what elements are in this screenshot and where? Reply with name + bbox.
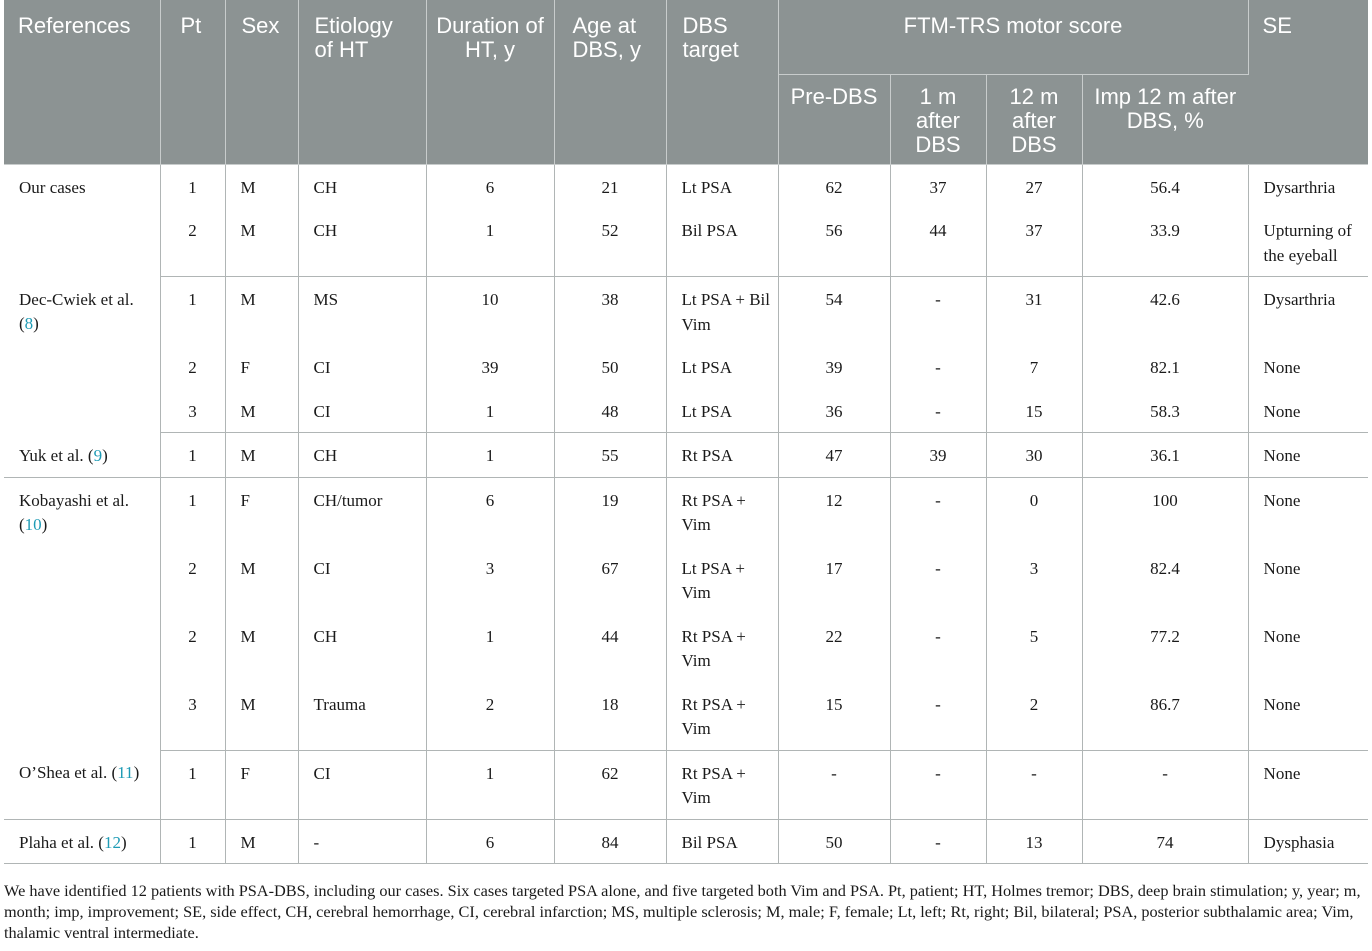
- cell-target: Lt PSA: [666, 389, 778, 433]
- cell-imp: 33.9: [1082, 208, 1248, 277]
- cell-sex: M: [225, 682, 298, 751]
- table-row: [4, 614, 1368, 682]
- cell-pre: 15: [778, 682, 890, 751]
- cell-pre: 36: [778, 389, 890, 433]
- header-1m-after: 1 m after DBS: [890, 74, 986, 164]
- table-row: [4, 477, 1368, 546]
- cell-se: None: [1263, 626, 1301, 646]
- cell-imp: 82.4: [1082, 546, 1248, 614]
- table-row: [4, 208, 1368, 277]
- cell-pre: 22: [778, 614, 890, 682]
- cell-pt: 2: [160, 208, 225, 277]
- cell-m12: 5: [986, 614, 1082, 682]
- cell-m12: 31: [986, 277, 1082, 346]
- cell-age: 21: [554, 164, 666, 208]
- cell-pt: 2: [160, 614, 225, 682]
- cell-m1: -: [890, 819, 986, 864]
- cell-m1: -: [890, 277, 986, 346]
- cell-target: Lt PSA: [666, 345, 778, 389]
- cell-m12: 27: [986, 164, 1082, 208]
- cell-se: None: [1248, 750, 1368, 819]
- reference-text: O’Shea et al. (: [19, 763, 118, 782]
- cell-pre: 56: [778, 208, 890, 277]
- cell-etiology: CH: [298, 208, 426, 277]
- cell-imp: 56.4: [1082, 164, 1248, 208]
- cell-pt: 1: [160, 477, 225, 546]
- cell-age: 38: [554, 277, 666, 346]
- reference-cell: Kobayashi et al. (10): [4, 477, 160, 750]
- cell-age: 52: [554, 208, 666, 277]
- header-12m-after: 12 m after DBS: [986, 74, 1082, 164]
- table-row: [4, 433, 1368, 478]
- reference-cell: [4, 164, 160, 277]
- cell-se: None: [1248, 433, 1368, 478]
- cell-sex: M: [225, 433, 298, 478]
- cell-target: Lt PSA + Vim: [666, 546, 778, 614]
- cell-sex: M: [225, 164, 298, 208]
- cell-duration: 2: [426, 682, 554, 751]
- cell-pre: 39: [778, 345, 890, 389]
- cell-imp: 77.2: [1082, 614, 1248, 682]
- citation-link[interactable]: 8: [24, 314, 34, 333]
- cell-se: None: [1248, 389, 1368, 433]
- cell-m1: -: [890, 546, 986, 614]
- cell-pt: 2: [160, 345, 225, 389]
- cell-pre: 50: [778, 819, 890, 864]
- cell-etiology: CH/tumor: [298, 477, 426, 546]
- cell-se: None: [1263, 558, 1301, 578]
- cell-pt: 1: [160, 433, 225, 478]
- cell-age: 67: [554, 546, 666, 614]
- cell-duration: 1: [426, 389, 554, 433]
- cell-m12: -: [986, 750, 1082, 819]
- reference-text: Yuk et al. (: [19, 445, 94, 465]
- cell-etiology: CI: [298, 345, 426, 389]
- cell-duration: 6: [426, 164, 554, 208]
- cell-pt: 1: [160, 819, 225, 864]
- cell-sex: F: [225, 750, 298, 819]
- cell-target: Lt PSA + Bil Vim: [666, 277, 778, 346]
- table-body: [4, 164, 1368, 864]
- cell-se: None: [1263, 358, 1301, 377]
- cell-duration: 1: [426, 433, 554, 478]
- patients-table: [4, 0, 1368, 864]
- cell-age: 62: [554, 750, 666, 819]
- cell-imp: 74: [1082, 819, 1248, 864]
- cell-sex: M: [225, 389, 298, 433]
- cell-m12: 0: [986, 477, 1082, 546]
- cell-se: Upturning of the eyeball: [1248, 208, 1368, 277]
- cell-etiology: CH: [298, 433, 426, 478]
- reference-cell: Plaha et al. (12): [4, 819, 160, 864]
- cell-target: Rt PSA: [666, 433, 778, 478]
- cell-age: 44: [554, 614, 666, 682]
- reference-text: Kobayashi et al. (: [19, 490, 129, 534]
- cell-imp: 58.3: [1082, 389, 1248, 433]
- cell-pt: 3: [160, 682, 225, 751]
- cell-m1: 39: [890, 433, 986, 478]
- cell-m12: 7: [986, 345, 1082, 389]
- cell-sex: F: [225, 477, 298, 546]
- cell-etiology: CI: [298, 546, 426, 614]
- header-age: Age at DBS, y: [554, 0, 666, 164]
- cell-sex: M: [225, 277, 298, 346]
- cell-age: 48: [554, 389, 666, 433]
- header-etiology: Etiology of HT: [298, 0, 426, 164]
- cell-target: Bil PSA: [666, 819, 778, 864]
- cell-etiology: Trauma: [298, 682, 426, 751]
- header-references: References: [4, 0, 160, 164]
- cell-se: Dysarthria: [1263, 290, 1336, 309]
- cell-etiology: MS: [298, 277, 426, 346]
- cell-imp: 36.1: [1082, 433, 1248, 478]
- cell-duration: 39: [426, 345, 554, 389]
- cell-pt: 3: [160, 389, 225, 433]
- reference-text: Dec-Cwiek et al. (: [19, 289, 134, 333]
- cell-pt: 1: [160, 277, 225, 346]
- table-row: [4, 682, 1368, 751]
- cell-m12: 2: [986, 682, 1082, 751]
- cell-m1: -: [890, 750, 986, 819]
- cell-pre: -: [778, 750, 890, 819]
- cell-m12: 30: [986, 433, 1082, 478]
- citation-link[interactable]: 10: [24, 515, 42, 534]
- cell-etiology: CI: [298, 750, 426, 819]
- cell-target: Rt PSA + Vim: [666, 750, 778, 819]
- citation-link[interactable]: 11: [117, 763, 134, 782]
- cell-target: Rt PSA + Vim: [666, 614, 778, 682]
- reference-cell: Dec-Cwiek et al. (8): [4, 277, 160, 433]
- cell-pt: 1: [160, 750, 225, 819]
- cell-sex: M: [225, 614, 298, 682]
- cell-etiology: CH: [298, 614, 426, 682]
- cell-pre: 17: [778, 546, 890, 614]
- header-pt: Pt: [160, 0, 225, 164]
- header-sex: Sex: [225, 0, 298, 164]
- cell-duration: 1: [426, 208, 554, 277]
- cell-duration: 1: [426, 750, 554, 819]
- cell-m12: 13: [986, 819, 1082, 864]
- cell-etiology: -: [298, 819, 426, 864]
- cell-m1: -: [890, 614, 986, 682]
- cell-pt: 2: [160, 546, 225, 614]
- table-row: [4, 750, 1368, 819]
- cell-se: Dysarthria: [1263, 177, 1336, 197]
- cell-se: None: [1248, 682, 1368, 751]
- cell-sex: M: [225, 546, 298, 614]
- cell-m12: 15: [986, 389, 1082, 433]
- header-pre-dbs: Pre-DBS: [778, 74, 890, 164]
- cell-pre: 62: [778, 164, 890, 208]
- cell-m1: -: [890, 345, 986, 389]
- reference-cell: O’Shea et al. (11): [4, 750, 160, 819]
- cell-age: 19: [554, 477, 666, 546]
- table-row: [4, 389, 1368, 433]
- header-dbs-target: DBS target: [666, 0, 778, 164]
- reference-text: Plaha et al. (: [19, 832, 104, 852]
- cell-duration: 6: [426, 477, 554, 546]
- header-se: SE: [1248, 0, 1368, 164]
- cell-target: Rt PSA + Vim: [666, 682, 778, 751]
- cell-sex: M: [225, 208, 298, 277]
- cell-duration: 10: [426, 277, 554, 346]
- cell-etiology: CI: [298, 389, 426, 433]
- reference-text: Our cases: [19, 177, 86, 197]
- cell-age: 55: [554, 433, 666, 478]
- cell-sex: M: [225, 819, 298, 864]
- table-row: [4, 819, 1368, 864]
- cell-imp: -: [1082, 750, 1248, 819]
- cell-pre: 47: [778, 433, 890, 478]
- cell-imp: 82.1: [1082, 345, 1248, 389]
- header-duration: Duration of HT, y: [426, 0, 554, 164]
- table-row: [4, 546, 1368, 614]
- cell-m1: 44: [890, 208, 986, 277]
- cell-m1: -: [890, 477, 986, 546]
- cell-m1: -: [890, 389, 986, 433]
- table-caption: We have identified 12 patients with PSA-DBS, including our cases. Six cases targeted PSA alone, and five targeted both Vim and PSA. Pt, patient; HT, Holmes tremor; DBS, deep brain stimulation; y, year; m, month; imp, improvement; SE, side effect, CH, cerebral hemorrhage, CI, cerebral infarction; MS, multiple sclerosis; M, male; F, female; Lt, left; Rt, right; Bil, bilateral; PSA, posterior subthalamic area; Vim, thalamic ventral intermediate.: [4, 881, 1361, 942]
- cell-target: Bil PSA: [666, 208, 778, 277]
- cell-pt: 1: [160, 164, 225, 208]
- table-row: [4, 277, 1368, 346]
- cell-target: Rt PSA + Vim: [666, 477, 778, 546]
- header-ftm-trs-group: FTM-TRS motor score: [778, 0, 1248, 74]
- cell-imp: 86.7: [1082, 682, 1248, 751]
- citation-link[interactable]: 12: [103, 832, 121, 852]
- cell-m12: 37: [986, 208, 1082, 277]
- cell-etiology: CH: [298, 164, 426, 208]
- cell-sex: F: [225, 345, 298, 389]
- table-row: [4, 164, 1368, 208]
- cell-imp: 42.6: [1082, 277, 1248, 346]
- cell-duration: 3: [426, 546, 554, 614]
- cell-se: None: [1263, 490, 1301, 510]
- cell-target: Lt PSA: [666, 164, 778, 208]
- cell-age: 18: [554, 682, 666, 751]
- cell-duration: 1: [426, 614, 554, 682]
- cell-m12: 3: [986, 546, 1082, 614]
- cell-pre: 12: [778, 477, 890, 546]
- cell-se: Dysphasia: [1248, 819, 1368, 864]
- header-imp-12m: Imp 12 m after DBS, %: [1082, 74, 1248, 164]
- table-row: [4, 345, 1368, 389]
- cell-imp: 100: [1082, 477, 1248, 546]
- cell-duration: 6: [426, 819, 554, 864]
- reference-cell: Yuk et al. (9): [4, 433, 160, 478]
- citation-link[interactable]: 9: [93, 445, 103, 465]
- cell-age: 84: [554, 819, 666, 864]
- cell-age: 50: [554, 345, 666, 389]
- cell-pre: 54: [778, 277, 890, 346]
- cell-m1: -: [890, 682, 986, 751]
- cell-m1: 37: [890, 164, 986, 208]
